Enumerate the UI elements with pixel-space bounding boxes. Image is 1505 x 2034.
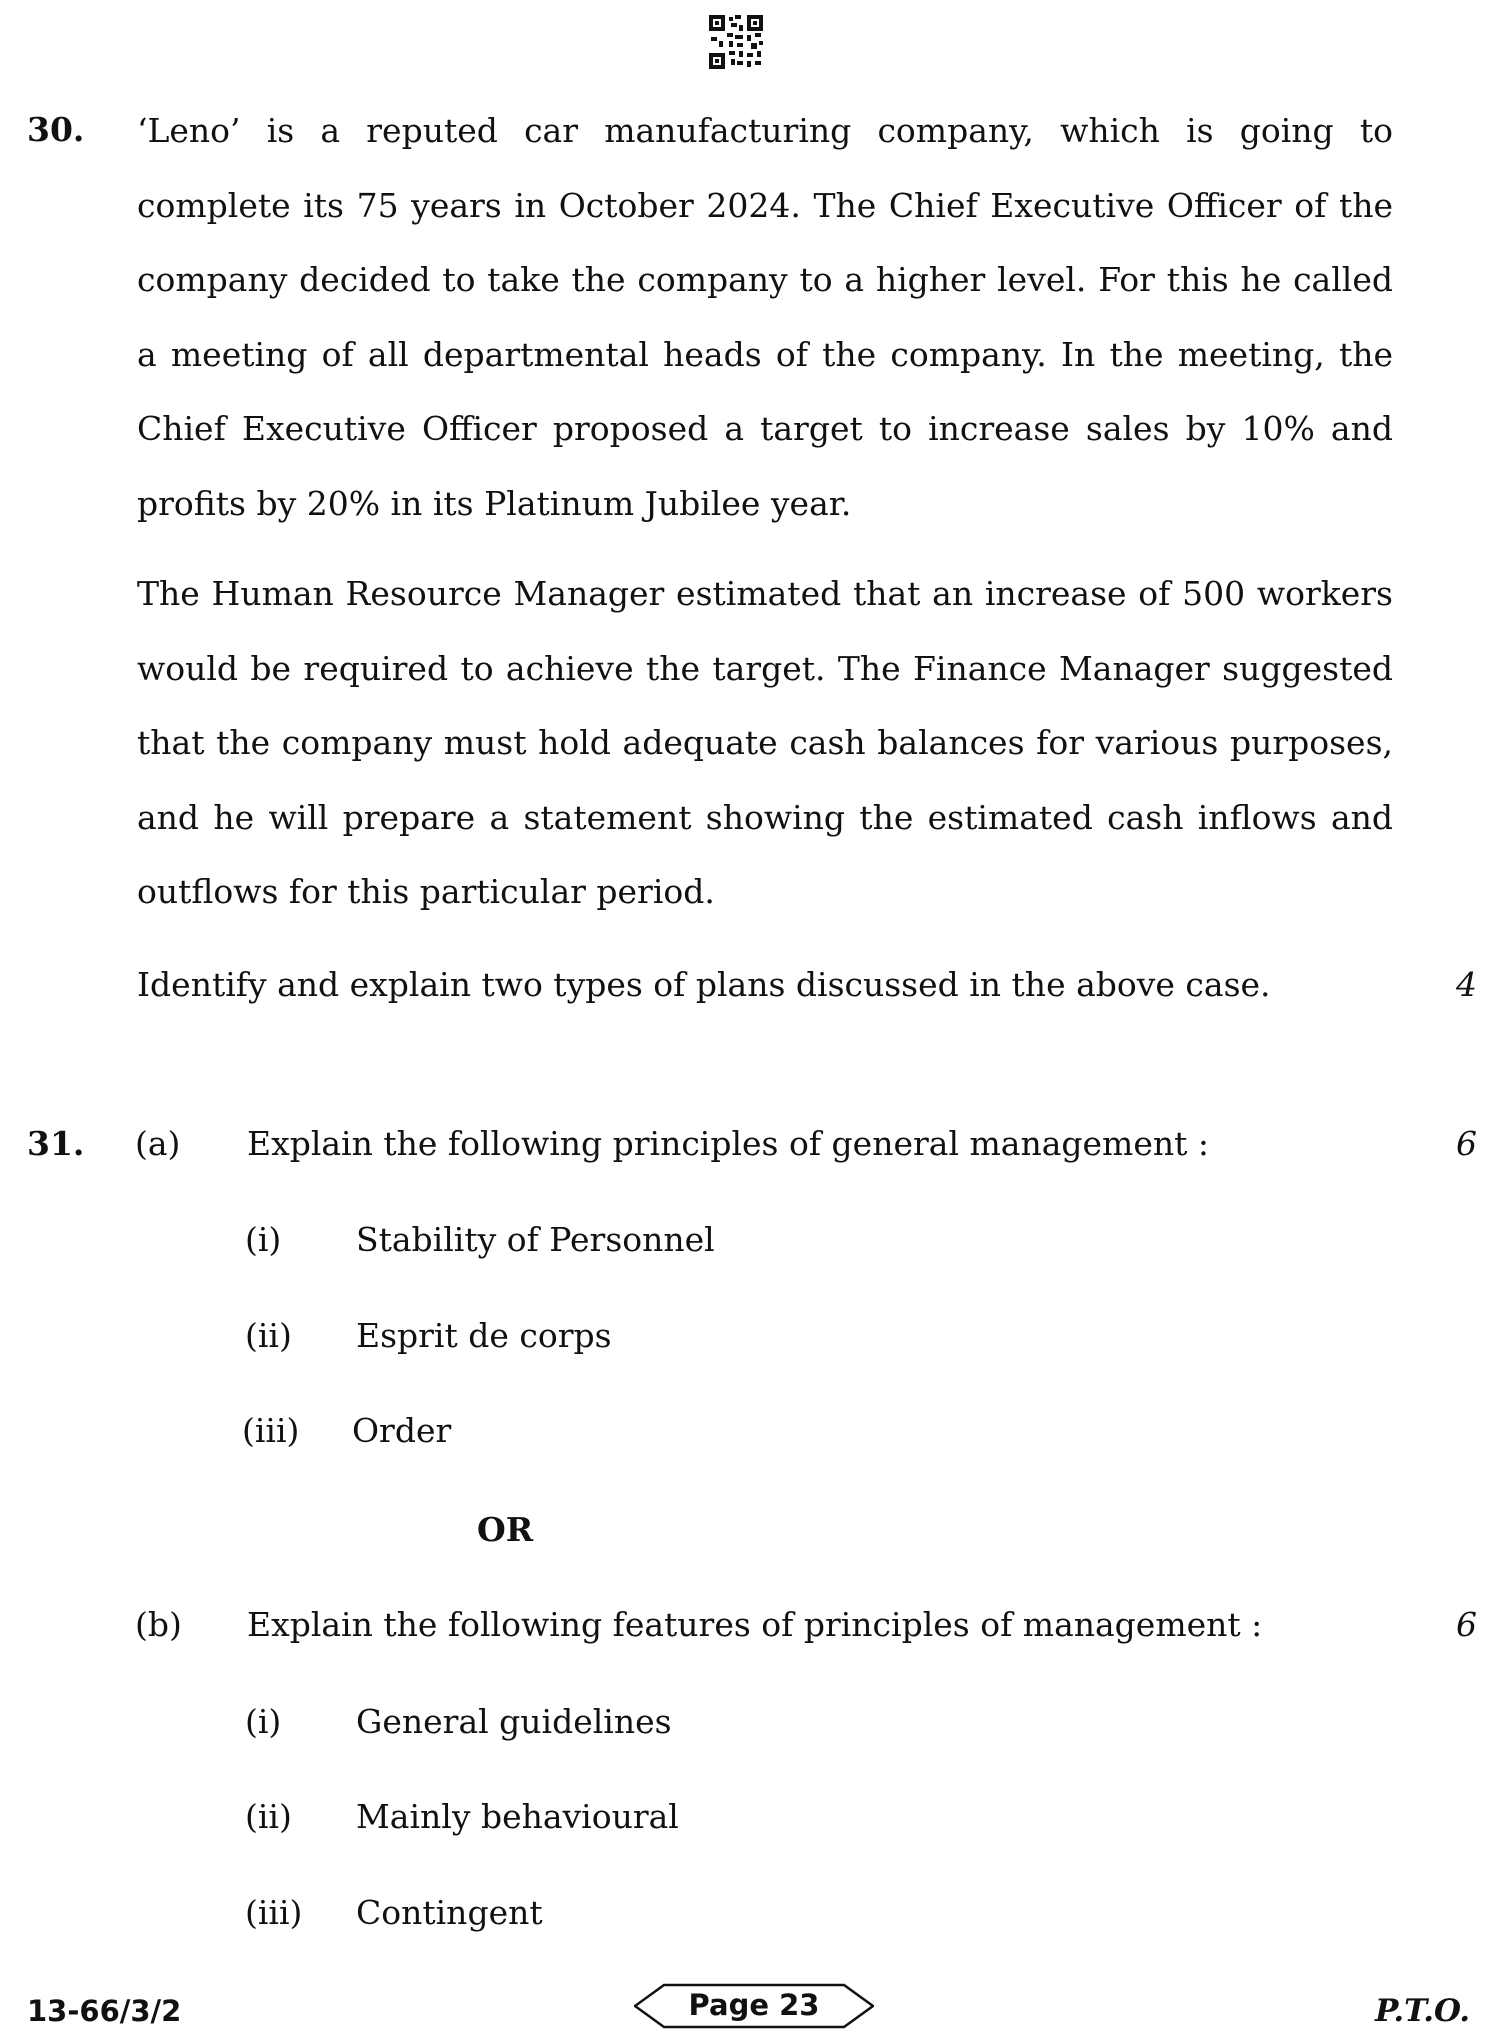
question-31a-item-2-text: Esprit de corps — [356, 1316, 612, 1355]
question-31b-marks: 6 — [1456, 1605, 1477, 1644]
question-31a-label: (a) — [135, 1124, 181, 1163]
question-30-marks: 4 — [1456, 965, 1477, 1004]
or-separator: OR — [477, 1510, 534, 1549]
qr-code-icon — [709, 15, 763, 69]
question-31a-item-1-number: (i) — [245, 1220, 282, 1259]
question-31b-item-1-text: General guidelines — [356, 1702, 672, 1741]
question-31a-item-1-text: Stability of Personnel — [356, 1220, 715, 1259]
page-number-badge — [634, 1983, 874, 2029]
question-31b-item-3-text: Contingent — [356, 1893, 543, 1932]
question-31a-marks: 6 — [1456, 1124, 1477, 1163]
please-turn-over: P.T.O. — [1375, 1993, 1470, 2029]
question-31b-text: Explain the following features of principles of management : — [247, 1605, 1263, 1644]
question-31b-item-2-number: (ii) — [245, 1797, 292, 1836]
question-30-prompt: Identify and explain two types of plans discussed in the above case. — [137, 965, 1271, 1004]
question-31a-text: Explain the following principles of general management : — [247, 1124, 1209, 1163]
question-31b-label: (b) — [135, 1605, 182, 1644]
question-30-paragraph-1: ‘Leno’ is a reputed car manufacturing company, which is going to complete its 75 years in October 2024. The Chief Executive Officer of the company decided to take the company to a higher level. For this he called a meeting of all departmental heads of the company. In the meeting, the Chief Executive Officer proposed a target to increase sales by 10% and profits by 20% in its Platinum Jubilee year. — [137, 111, 1393, 523]
question-31b-item-3-number: (iii) — [245, 1893, 303, 1932]
question-31b-item-2-text: Mainly behavioural — [356, 1797, 679, 1836]
paper-code: 13-66/3/2 — [27, 1994, 182, 2028]
question-31a-item-3-number: (iii) — [242, 1411, 300, 1450]
question-31-number: 31. — [27, 1124, 85, 1163]
question-31a-item-2-number: (ii) — [245, 1316, 292, 1355]
question-30-number: 30. — [27, 110, 85, 149]
question-31b-item-1-number: (i) — [245, 1702, 282, 1741]
page-number: Page 23 — [688, 1988, 820, 2022]
question-31a-item-3-text: Order — [352, 1411, 452, 1450]
question-30-paragraph-2: The Human Resource Manager estimated that an increase of 500 workers would be required to achieve the target. The Finance Manager suggested that the company must hold adequate cash balances for various purposes, and he will prepare a statement showing the estimated cash inflows and outflows for this particular period. — [137, 574, 1393, 911]
